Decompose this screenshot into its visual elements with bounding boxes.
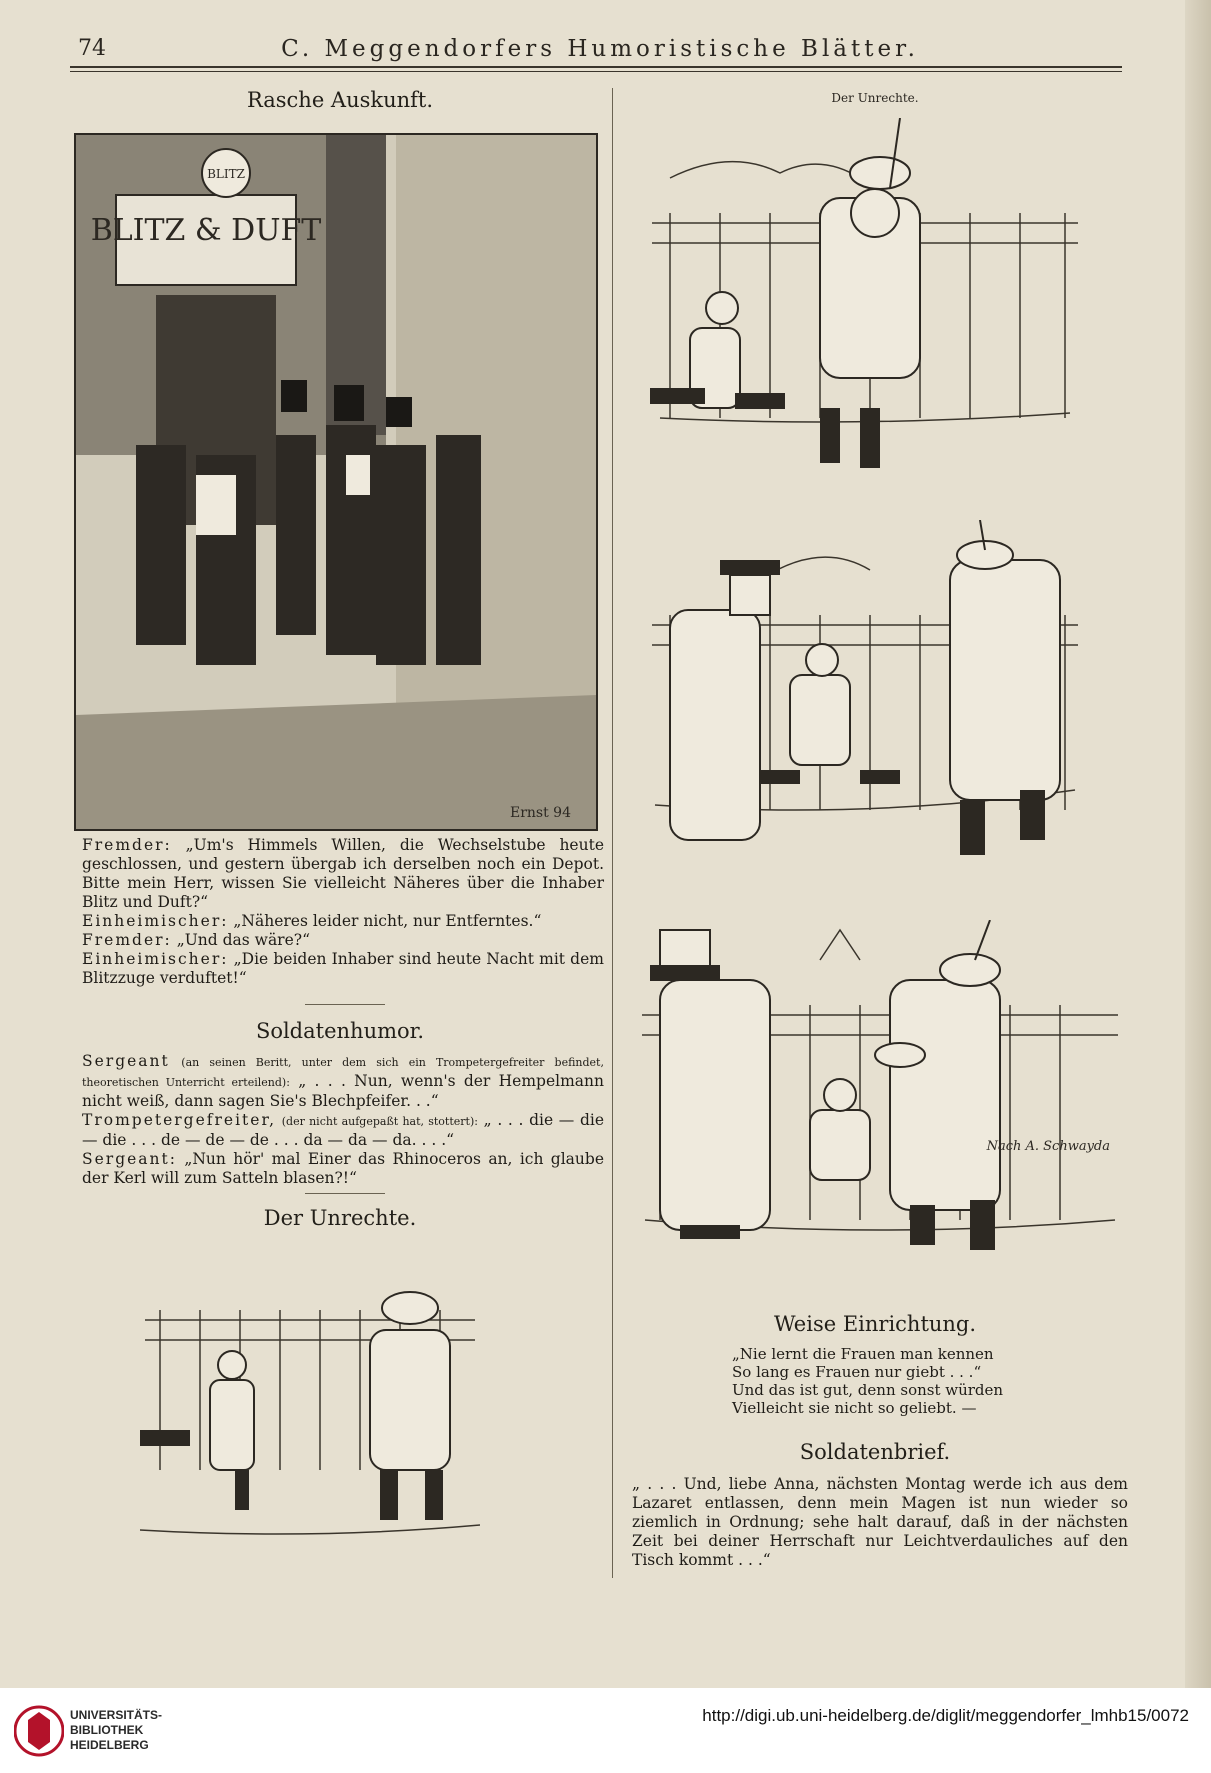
- title-weise-einrichtung: Weise Einrichtung.: [773, 1312, 977, 1336]
- title-rasche-auskunft: Rasche Auskunft.: [246, 88, 434, 112]
- speech: „Um's Himmels Willen, die Wechselstube heute geschlossen, und gestern übergab ich derselben noch ein Depot. Bitte mein Herr, wissen Sie vielleicht Näheres über die Inhaber Blitz und Duft?“: [82, 836, 604, 911]
- speech: „Näheres leider nicht, nur Entferntes.“: [233, 912, 542, 930]
- speech: „Nun hör' mal Einer das Rhinoceros an, ich glaube der Kerl will zum Satteln blasen?!“: [82, 1150, 604, 1187]
- column-divider: [612, 88, 613, 1578]
- dialog-rasche-auskunft: [82, 836, 604, 988]
- speech: „Die beiden Inhaber sind heute Nacht mit dem Blitzzuge verduftet!“: [82, 950, 604, 987]
- cartoon-panel-2: [650, 520, 1080, 865]
- ornament-divider: [305, 1193, 385, 1194]
- poem-line: Vielleicht sie nicht so geliebt. —: [732, 1399, 977, 1417]
- speech: „Und das wäre?“: [176, 931, 310, 949]
- dialog-soldatenhumor: [82, 1052, 604, 1188]
- page-header: [70, 30, 1130, 70]
- poem-line: Und das ist gut, denn sonst würden: [732, 1381, 1004, 1399]
- page-number: 74: [78, 36, 106, 61]
- dialog-line: [82, 912, 604, 931]
- dialog-line: [82, 836, 604, 912]
- cartoon-panel-3: [640, 920, 1120, 1260]
- dialog-line: [82, 931, 604, 950]
- stage-direction: (an seinen Beritt, unter dem sich ein Trompetergefreiter befindet, theoretischen Unterricht erteilend):: [82, 1056, 604, 1089]
- page-edge-shadow: [1185, 0, 1211, 1688]
- header-rule-thick: [70, 66, 1122, 68]
- dialog-line: [82, 1052, 604, 1111]
- title-der-unrechte: Der Unrechte.: [263, 1206, 417, 1230]
- journal-title: C. Meggendorfers Humoristische Blätter.: [281, 36, 919, 62]
- digitization-footer: [0, 1688, 1211, 1773]
- speaker: Sergeant:: [82, 1150, 177, 1168]
- speaker: Fremder:: [82, 836, 172, 854]
- title-soldatenbrief: Soldatenbrief.: [799, 1440, 951, 1464]
- poem-line: So lang es Frauen nur giebt . . .“: [732, 1363, 982, 1381]
- ornament-divider: [305, 1004, 385, 1005]
- library-name: [70, 1708, 162, 1753]
- cartoon-der-unrechte-left: [140, 1240, 480, 1560]
- stage-direction: (der nicht aufgepaßt hat, stottert):: [281, 1115, 478, 1128]
- small-title-der-unrechte: Der Unrechte.: [831, 91, 919, 105]
- university-seal-logo: [14, 1700, 64, 1762]
- artist-signature: Ernst 94: [509, 805, 571, 821]
- speech: „ . . . Nun, wenn's der Hempelmann nicht weiß, dann sagen Sie's Blechpfeifer. . .“: [82, 1072, 604, 1110]
- speaker: Sergeant: [82, 1052, 170, 1070]
- text-soldatenbrief: „ . . . Und, liebe Anna, nächsten Montag werde ich aus dem Lazaret entlassen, denn mein Magen ist nun wieder so ziemlich in Ordnung; sehe halt darauf, daß in der nächsten Zeit bei deiner Herrschaft nur Leichtverdauliches auf den Tisch kommt . . .“: [632, 1475, 1128, 1569]
- speaker: Einheimischer:: [82, 912, 229, 930]
- dialog-line: [82, 1111, 604, 1150]
- cartoon-panel-1: [650, 118, 1080, 478]
- speaker: Einheimischer:: [82, 950, 229, 968]
- poem-weise-einrichtung: [732, 1345, 1062, 1417]
- library-line: UNIVERSITÄTS-: [70, 1708, 163, 1722]
- title-soldatenhumor: Soldatenhumor.: [255, 1019, 425, 1043]
- poem-line: „Nie lernt die Frauen man kennen: [732, 1345, 994, 1363]
- illustration-exchange-office: [74, 133, 598, 831]
- lamp-sign-text: BLITZ: [207, 167, 245, 181]
- speaker: Trompetergefreiter,: [82, 1111, 277, 1129]
- dialog-line: [82, 1150, 604, 1188]
- dialog-line: [82, 950, 604, 988]
- source-url[interactable]: http://digi.ub.uni-heidelberg.de/diglit/meggendorfer_lmhb15/0072: [702, 1706, 1189, 1725]
- library-line: HEIDELBERG: [70, 1738, 149, 1752]
- artist-signature: Nach A. Schwayda: [986, 1139, 1110, 1154]
- header-rule-thin: [70, 71, 1122, 72]
- speech: „ . . . die — die — die . . . de — de — de . . . da — da — da. . . .“: [82, 1111, 605, 1149]
- shop-sign-text: BLITZ & DUFT: [90, 213, 322, 248]
- library-line: BIBLIOTHEK: [70, 1723, 144, 1737]
- speaker: Fremder:: [82, 931, 172, 949]
